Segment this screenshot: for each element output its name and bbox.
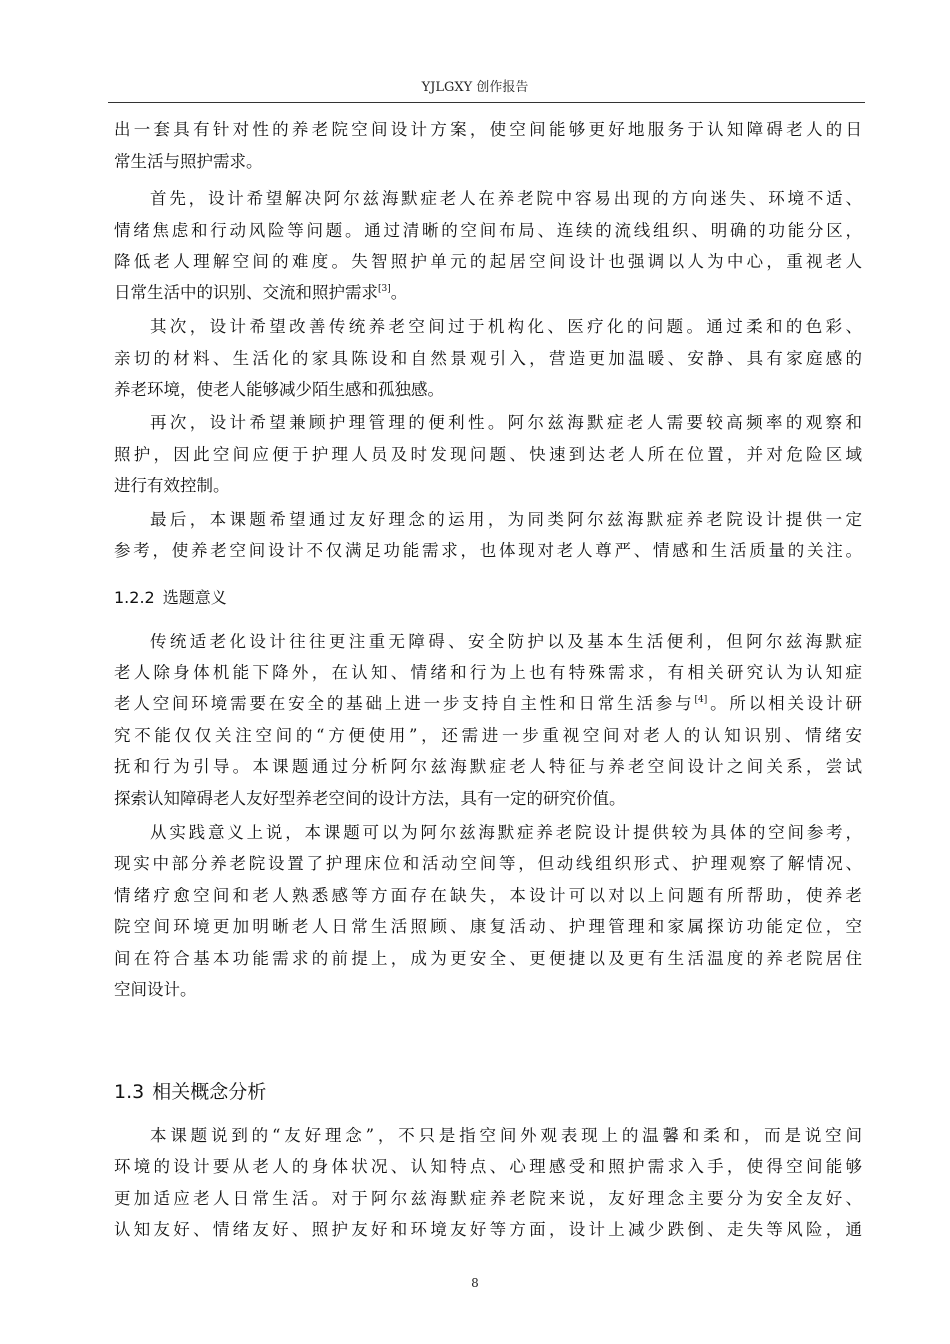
text-line: 传统适老化设计往往更注重无障碍、安全防护以及基本生活便利，但阿尔兹海默症 (150, 632, 862, 651)
citation-4: [4] (694, 695, 708, 705)
text-line: 院空间环境更加明晰老人日常生活照顾、康复活动、护理管理和家属探访功能定位，空 (114, 917, 862, 936)
text-line: 降低老人理解空间的难度。失智照护单元的起居空间设计也强调以人为中心，重视老人 (114, 252, 862, 271)
section-heading-1-2-2: 1.2.2 选题意义 (114, 588, 227, 607)
header-divider (108, 102, 865, 103)
text-line: 其次，设计希望改善传统养老空间过于机构化、医疗化的问题。通过柔和的色彩、 (150, 317, 862, 336)
citation-3: [3] (378, 284, 391, 294)
text-line: 老人除身体机能下降外，在认知、情绪和行为上也有特殊需求，有相关研究认为认知症 (114, 663, 862, 682)
text-line: 照护，因此空间应便于护理人员及时发现问题、快速到达老人所在位置，并对危险区域 (114, 445, 862, 464)
text-line: 参考，使养老空间设计不仅满足功能需求，也体现对老人尊严、情感和生活质量的关注。 (114, 541, 862, 560)
text-line: 常生活与照护需求。 (114, 152, 263, 171)
text-line: 最后，本课题希望通过友好理念的运用，为同类阿尔兹海默症养老院设计提供一定 (150, 510, 862, 529)
header-title: YJLGXY 创作报告 (421, 80, 529, 95)
text-line: 探索认知障碍老人友好型养老空间的设计方法，具有一定的研究价值。 (114, 789, 626, 808)
text-line: 老人空间环境需要在安全的基础上进一步支持自主性和日常生活参与[4]。所以相关设计研 (114, 694, 863, 713)
text-line: 究不能仅仅关注空间的“方便使用”，还需进一步重视空间对老人的认知识别、情绪安 (114, 726, 862, 745)
text-line: 认知友好、情绪友好、照护友好和环境友好等方面，设计上减少跌倒、走失等风险，通 (114, 1220, 862, 1239)
text-line: 首先，设计希望解决阿尔兹海默症老人在养老院中容易出现的方向迷失、环境不适、 (150, 189, 862, 208)
section-heading-1-3: 1.3 相关概念分析 (114, 1081, 267, 1103)
text-line: 空间设计。 (114, 980, 197, 999)
text-line: 出一套具有针对性的养老院空间设计方案，使空间能够更好地服务于认知障碍老人的日 (114, 120, 862, 139)
text-line: 从实践意义上说，本课题可以为阿尔兹海默症养老院设计提供较为具体的空间参考， (150, 823, 862, 842)
page-number: 8 (471, 1276, 479, 1290)
text-line: 间在符合基本功能需求的前提上，成为更安全、更便捷以及更有生活温度的养老院居住 (114, 949, 862, 968)
text-line: 情绪疗愈空间和老人熟悉感等方面存在缺失，本设计可以对以上问题有所帮助，使养老 (114, 886, 862, 905)
text-line: 更加适应老人日常生活。对于阿尔兹海默症养老院来说，友好理念主要分为安全友好、 (114, 1189, 862, 1208)
text-line: 本课题说到的“友好理念”，不只是指空间外观表现上的温馨和柔和，而是说空间 (150, 1126, 862, 1145)
text-line: 情绪焦虑和行动风险等问题。通过清晰的空间布局、连续的流线组织、明确的功能分区， (114, 221, 862, 240)
text-line: 亲切的材料、生活化的家具陈设和自然景观引入，营造更加温暖、安静、具有家庭感的 (114, 349, 862, 368)
text-line: 养老环境，使老人能够减少陌生感和孤独感。 (114, 380, 444, 399)
text-line: 现实中部分养老院设置了护理床位和活动空间等，但动线组织形式、护理观察了解情况、 (114, 854, 862, 873)
text-line: 再次，设计希望兼顾护理管理的便利性。阿尔兹海默症老人需要较高频率的观察和 (150, 413, 862, 432)
text-line: 抚和行为引导。本课题通过分析阿尔兹海默症老人特征与养老空间设计之间关系，尝试 (114, 757, 862, 776)
text-line: 日常生活中的识别、交流和照护需求[3]。 (114, 283, 408, 302)
text-line: 进行有效控制。 (114, 476, 230, 495)
text-line: 环境的设计要从老人的身体状况、认知特点、心理感受和照护需求入手，使得空间能够 (114, 1157, 862, 1176)
